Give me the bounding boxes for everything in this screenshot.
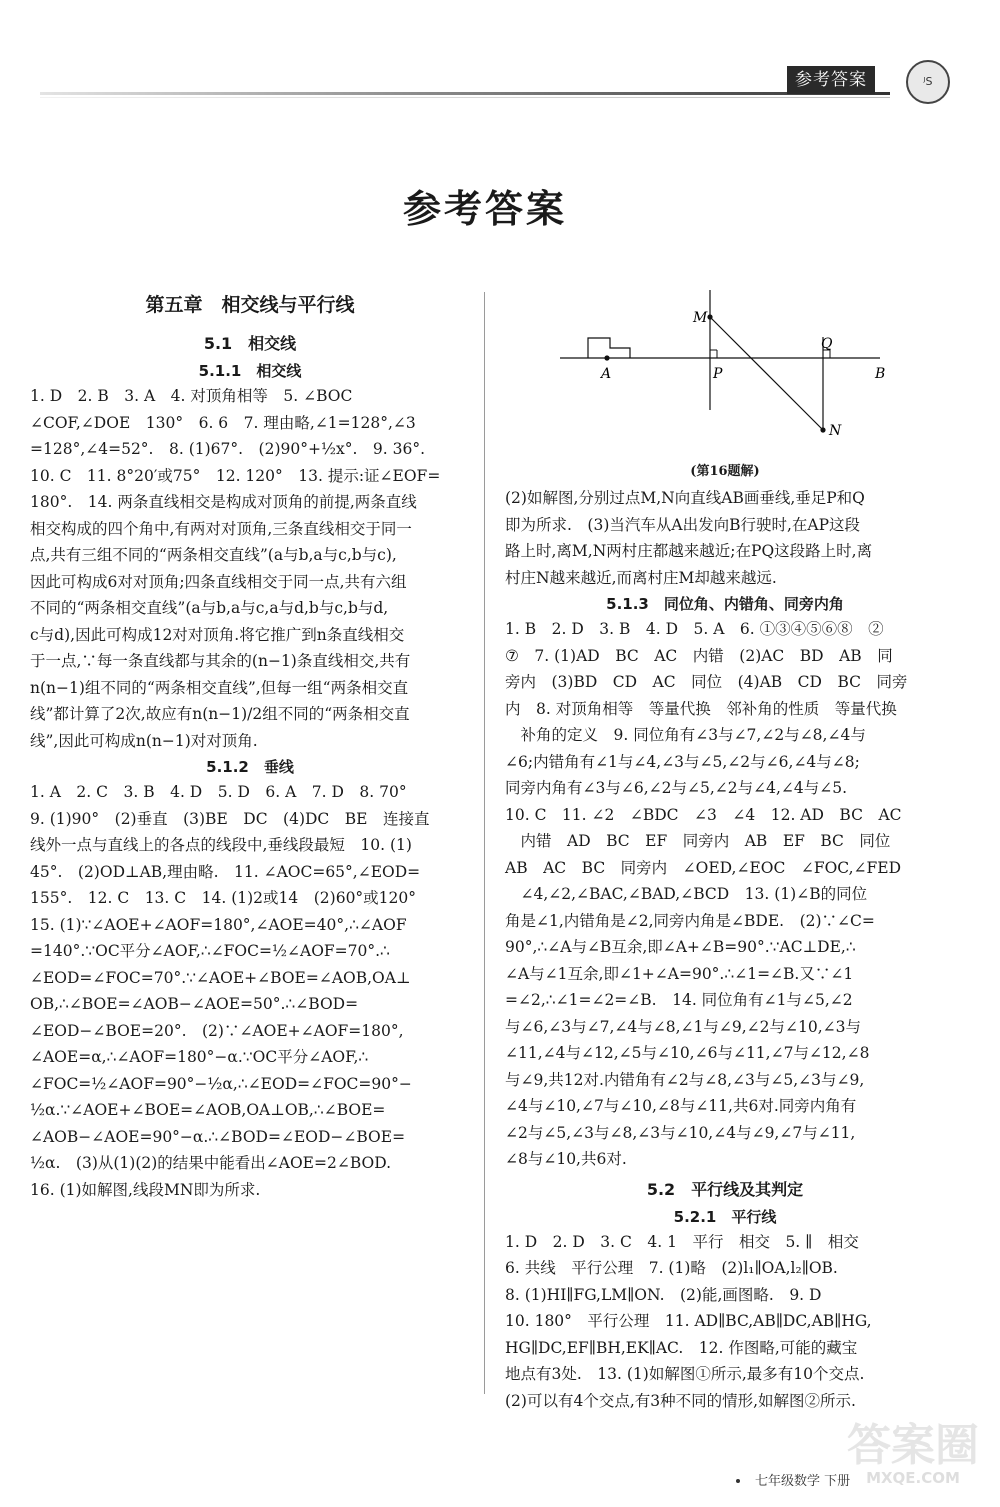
answer-line: ∠2与∠5,∠3与∠8,∠3与∠10,∠4与∠9,∠7与∠11, [505,1123,856,1142]
footer-dot [736,1479,740,1483]
answer-line: ∠4与∠10,∠7与∠10,∠8与∠11,共6对.同旁内角有 [505,1097,857,1115]
answer-line: 线”,因此可构成n(n−1)对对顶角. [30,731,258,750]
publisher-logo-text: ᴶS [923,75,933,88]
answer-line: ∠8与∠10,共6对. [505,1150,627,1168]
section-heading-5-1: 5.1 相交线 [203,334,297,353]
answer-line: 90°,∴∠A与∠B互余,即∠A+∠B=90°.∵AC⊥DE,∴ [505,938,856,956]
label-B: B [875,366,886,382]
answer-line: 因此可构成6对对顶角;四条直线相交于同一点,共有六组 [30,572,407,591]
subsection-heading-5-2-1: 5.2.1 平行线 [673,1207,777,1226]
answer-line: ∠6;内错角有∠1与∠4,∠3与∠5,∠2与∠6,∠4与∠8; [505,752,860,771]
answers-5-2-1 [505,1229,945,1415]
figure-caption: (第16题解) [690,464,760,479]
subsection-heading-5-1-1: 5.1.1 相交线 [198,362,302,380]
answer-line: 1. D 2. B 3. A 4. 对顶角相等 5. ∠BOC [30,387,353,405]
answer-line: 不同的“两条相交直线”(a与b,a与c,a与d,b与c,b与d, [30,599,389,617]
answer-line: ∠FOC=½∠AOF=90°−½α,∴∠EOD=∠FOC=90°− [30,1074,412,1093]
column-divider [484,292,485,1394]
answer-line: 地点有3处. 13. (1)如解图①所示,最多有10个交点. [505,1365,865,1383]
header-badge: 参考答案 [787,66,875,94]
answer-line: 与∠9,共12对.内错角有∠2与∠8,∠3与∠5,∠3与∠9, [505,1070,865,1089]
answer-line: 8. (1)HI∥FG,LM∥ON. (2)能,画图略. 9. D [505,1285,822,1304]
answer-line: n(n−1)组不同的“两条相交直线”,但每一组“两条相交直 [30,678,409,697]
header-rule-thin [40,97,890,98]
answer-line: 内错 AD BC EF 同旁内 AB EF BC 同位 [505,832,891,850]
answer-line: (2)可以有4个交点,有3种不同的情形,如解图②所示. [505,1391,856,1410]
answer-line: 村庄N越来越近,而离村庄M却越来越远. [505,568,777,587]
answer-line: 1. A 2. C 3. B 4. D 5. D 6. A 7. D 8. 70° [30,783,407,801]
label-M: M [693,310,708,326]
answers-5-1-1 [30,383,470,754]
figure-16-diagram [505,290,945,460]
subsection-heading-5-1-3: 5.1.3 同位角、内错角、同旁内角 [606,595,844,613]
left-column [30,290,470,1203]
answer-line: 于一点,∵每一条直线都与其余的(n−1)条直线相交,共有 [30,652,411,670]
answer-line: ∠EOD−∠BOE=20°. (2)∵∠AOE+∠AOF=180°, [30,1021,404,1040]
answer-line: 15. (1)∵∠AOE+∠AOF=180°,∠AOE=40°,∴∠AOF [30,915,407,934]
section-heading-5-2: 5.2 平行线及其判定 [646,1179,804,1199]
answer-line: 路上时,离M,N两村庄都越来越近;在PQ这段路上时,离 [505,542,873,560]
answer-line: 45°. (2)OD⊥AB,理由略. 11. ∠AOC=65°,∠EOD= [30,862,421,881]
label-P: P [713,366,723,382]
answer-line: 6. 共线 平行公理 7. (1)略 (2)l₁∥OA,l₂∥OB. [505,1259,838,1277]
answer-line: AB AC BC 同旁内 ∠OED,∠EOC ∠FOC,∠FED [505,858,902,877]
label-N: N [829,423,842,439]
answer-line: 9. (1)90° (2)垂直 (3)BE DC (4)DC BE 连接直 [30,809,430,828]
answer-line: ∠A与∠1互余,即∠1+∠A=90°.∴∠1=∠B.又∵∠1 [505,964,854,983]
answer-line: ∠11,∠4与∠12,∠5与∠10,∠6与∠11,∠7与∠12,∠8 [505,1044,870,1062]
answer-line: 与∠6,∠3与∠7,∠4与∠8,∠1与∠9,∠2与∠10,∠3与 [505,1017,861,1036]
answer-line: OB,∴∠BOE=∠AOB−∠AOE=50°.∴∠BOD= [30,995,359,1013]
answer-line: 155°. 12. C 13. C 14. (1)2或14 (2)60°或120° [30,889,417,907]
answer-line: ∠AOB−∠AOE=90°−α.∴∠BOD=∠EOD−∠BOE= [30,1127,406,1146]
answer-line: =∠2,∴∠1=∠2=∠B. 14. 同位角有∠1与∠5,∠2 [505,991,853,1009]
footer-text: 七年级数学 下册 [755,1474,851,1489]
publisher-logo-icon [906,60,950,104]
answer-line: 1. B 2. D 3. B 4. D 5. A 6. ①③④⑤⑥⑧ ② [505,620,884,638]
answer-line: 线”都计算了2次,故应有n(n−1)/2组不同的“两条相交直 [30,705,410,723]
label-Q: Q [821,336,833,352]
chapter-heading: 第五章 相交线与平行线 [145,294,355,316]
answer-line: ∠4,∠2,∠BAC,∠BAD,∠BCD 13. (1)∠B的同位 [505,885,868,903]
answer-line: 10. C 11. ∠2 ∠BDC ∠3 ∠4 12. AD BC AC [505,805,902,824]
answer-line: 旁内 (3)BD CD AC 同位 (4)AB CD BC 同旁 [505,673,908,691]
answer-line: ½α.∵∠AOE+∠BOE=∠AOB,OA⊥OB,∴∠BOE= [30,1101,386,1119]
answer-line: 即为所求. (3)当汽车从A出发向B行驶时,在AP这段 [505,515,861,534]
answer-line: 内 8. 对顶角相等 等量代换 邻补角的性质 等量代换 [505,699,897,718]
answer-line: HG∥DC,EF∥BH,EK∥AC. 12. 作图略,可能的藏宝 [505,1338,858,1357]
answer-line: 相交构成的四个角中,有两对对顶角,三条直线相交于同一 [30,519,412,538]
answer-line: 角是∠1,内错角是∠2,同旁内角是∠BDE. (2)∵∠C= [505,911,875,930]
right-column [505,290,945,1414]
header-rule [40,92,890,95]
answer-line: 10. 180° 平行公理 11. AD∥BC,AB∥DC,AB∥HG, [505,1312,872,1330]
watermark-text: 答案圈 [847,1420,979,1471]
answer-line: 补角的定义 9. 同位角有∠3与∠7,∠2与∠8,∠4与 [505,726,866,744]
answer-line: ∠COF,∠DOE 130° 6. 6 7. 理由略,∠1=128°,∠3 [30,413,416,432]
answer-line: ∠AOE=α,∴∠AOF=180°−α.∵OC平分∠AOF,∴ [30,1048,369,1066]
answers-5-1-3 [505,616,945,1173]
answer-line: ∠EOD=∠FOC=70°.∵∠AOE+∠BOE=∠AOB,OA⊥ [30,968,411,987]
figure-16 [505,290,945,460]
answer-line: ½α. (3)从(1)(2)的结果中能看出∠AOE=2∠BOD. [30,1154,392,1172]
answer-line: =128°,∠4=52°. 8. (1)67°. (2)90°+½x°. 9. 36°. [30,440,426,458]
answer-line: 点,共有三组不同的“两条相交直线”(a与b,a与c,b与c), [30,546,397,564]
answer-line: 180°. 14. 两条直线相交是构成对顶角的前提,两条直线 [30,493,417,511]
answer-line: ⑦ 7. (1)AD BC AC 内错 (2)AC BD AB 同 [505,646,893,665]
page-title: 参考答案 [402,186,567,231]
label-A: A [601,366,612,382]
answer-line: (2)如解图,分别过点M,N向直线AB画垂线,垂足P和Q [505,489,865,507]
answer-line: 同旁内角有∠3与∠6,∠2与∠5,∠2与∠4,∠4与∠5. [505,779,847,797]
subsection-heading-5-1-2: 5.1.2 垂线 [206,758,294,776]
answers-5-1-2 [30,779,470,1203]
watermark-url: MXQE.COM [866,1469,960,1487]
answers-16-cont [505,485,945,591]
answer-line: 16. (1)如解图,线段MN即为所求. [30,1180,261,1199]
watermark-logo-icon [838,1405,988,1500]
answer-line: 10. C 11. 8°20′或75° 12. 120° 13. 提示:证∠EOF= [30,466,441,485]
answer-line: =140°.∵OC平分∠AOF,∴∠FOC=½∠AOF=70°.∴ [30,942,390,960]
answer-line: c与d),因此可构成12对对顶角.将它推广到n条直线相交 [30,625,405,644]
answer-line: 1. D 2. D 3. C 4. 1 平行 相交 5. ∥ 相交 [505,1232,859,1251]
answer-line: 线外一点与直线上的各点的线段中,垂线段最短 10. (1) [30,836,412,854]
